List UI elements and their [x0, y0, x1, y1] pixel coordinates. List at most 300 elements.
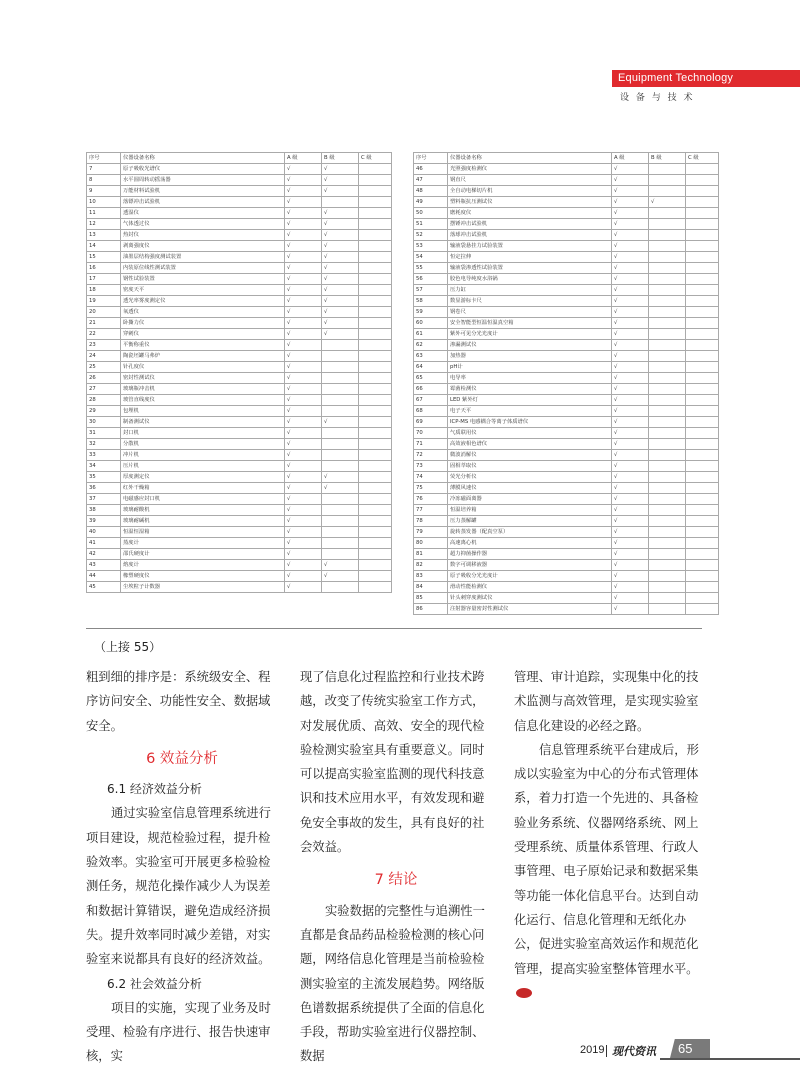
- table-row: [414, 439, 719, 450]
- table-cell: [649, 373, 686, 384]
- table-cell: 落球冲击试验机: [448, 230, 612, 241]
- table-cell: [322, 450, 359, 461]
- table-cell: 制备测试仪: [121, 417, 285, 428]
- table-cell: [686, 384, 719, 395]
- table-cell: [322, 373, 359, 384]
- table-row: [87, 318, 392, 329]
- table-cell: [359, 197, 392, 208]
- table-cell: 39: [87, 516, 121, 527]
- table-cell: 63: [414, 351, 448, 362]
- table-cell: [686, 461, 719, 472]
- table-cell: [686, 428, 719, 439]
- table-cell: √: [612, 439, 649, 450]
- table-cell: 紫外可见分光光度计: [448, 329, 612, 340]
- table-row: [87, 417, 392, 428]
- table-cell: [649, 384, 686, 395]
- table-cell: √: [612, 230, 649, 241]
- table-cell: √: [612, 516, 649, 527]
- table-cell: √: [285, 384, 322, 395]
- table-cell: [649, 230, 686, 241]
- table-cell: √: [322, 241, 359, 252]
- table-cell: 剥离强度仪: [121, 241, 285, 252]
- table-cell: 玻璃耐碱机: [121, 516, 285, 527]
- table-cell: 10: [87, 197, 121, 208]
- table-cell: [649, 274, 686, 285]
- table-cell: 摆锤冲击试验机: [448, 219, 612, 230]
- table-cell: [649, 604, 686, 615]
- footer-separator: [606, 1045, 607, 1057]
- table-cell: √: [285, 527, 322, 538]
- table-cell: [359, 263, 392, 274]
- table-cell: 蒸度计: [121, 538, 285, 549]
- table-cell: 光照强度检测仪: [448, 164, 612, 175]
- table-cell: 气质联用仪: [448, 428, 612, 439]
- table-row: [414, 571, 719, 582]
- table-cell: 旋转蒸发器（配真空泵）: [448, 527, 612, 538]
- table-cell: √: [285, 164, 322, 175]
- table-cell: 数字可调移液器: [448, 560, 612, 571]
- table-cell: 60: [414, 318, 448, 329]
- table-cell: 恒温恒湿箱: [121, 527, 285, 538]
- table-cell: [322, 527, 359, 538]
- table-cell: 50: [414, 208, 448, 219]
- table-cell: 36: [87, 483, 121, 494]
- table-header-row: [87, 153, 392, 164]
- table-cell: √: [612, 307, 649, 318]
- table-cell: 密封性测试仪: [121, 373, 285, 384]
- table-cell: 79: [414, 527, 448, 538]
- table-cell: [359, 252, 392, 263]
- table-cell: 61: [414, 329, 448, 340]
- table-cell: [649, 252, 686, 263]
- table-cell: [649, 263, 686, 274]
- table-cell: 固相萃取仪: [448, 461, 612, 472]
- table-cell: 77: [414, 505, 448, 516]
- table-cell: 薄膜风速仪: [448, 483, 612, 494]
- table-cell: √: [322, 329, 359, 340]
- table-cell: 76: [414, 494, 448, 505]
- table-row: [87, 560, 392, 571]
- equipment-table-right: [413, 152, 719, 615]
- table-cell: √: [612, 373, 649, 384]
- table-cell: 30: [87, 417, 121, 428]
- table-cell: 58: [414, 296, 448, 307]
- table-cell: 15: [87, 252, 121, 263]
- table-cell: √: [285, 285, 322, 296]
- table-cell: [359, 241, 392, 252]
- table-cell: [649, 164, 686, 175]
- header-cell: B 级: [322, 153, 359, 164]
- text-column-3: [514, 665, 706, 1005]
- table-cell: 霉菌检测仪: [448, 384, 612, 395]
- table-cell: [359, 406, 392, 417]
- table-row: [414, 494, 719, 505]
- table-cell: 透湿仪: [121, 208, 285, 219]
- table-cell: [359, 472, 392, 483]
- table-cell: √: [285, 263, 322, 274]
- table-cell: 81: [414, 549, 448, 560]
- table-cell: 13: [87, 230, 121, 241]
- table-cell: 邵氏硬度计: [121, 549, 285, 560]
- table-cell: [686, 516, 719, 527]
- table-cell: [322, 351, 359, 362]
- table-cell: [359, 285, 392, 296]
- table-cell: [359, 461, 392, 472]
- table-row: [414, 274, 719, 285]
- table-row: [87, 483, 392, 494]
- table-cell: 64: [414, 362, 448, 373]
- table-cell: [649, 175, 686, 186]
- table-cell: √: [322, 285, 359, 296]
- table-row: [87, 428, 392, 439]
- table-cell: 17: [87, 274, 121, 285]
- table-row: [87, 252, 392, 263]
- table-cell: [359, 450, 392, 461]
- table-row: [414, 516, 719, 527]
- table-cell: √: [612, 274, 649, 285]
- table-cell: [649, 538, 686, 549]
- table-cell: 46: [414, 164, 448, 175]
- table-cell: [686, 527, 719, 538]
- table-cell: [649, 285, 686, 296]
- table-row: [87, 285, 392, 296]
- header-cell: 序号: [414, 153, 448, 164]
- table-cell: 塑料瓶抗压测试仪: [448, 197, 612, 208]
- table-cell: √: [285, 472, 322, 483]
- table-cell: √: [322, 307, 359, 318]
- table-cell: 11: [87, 208, 121, 219]
- table-cell: √: [322, 472, 359, 483]
- table-cell: [686, 340, 719, 351]
- table-cell: √: [612, 384, 649, 395]
- table-cell: [649, 549, 686, 560]
- table-cell: 22: [87, 329, 121, 340]
- table-cell: √: [285, 494, 322, 505]
- table-cell: [359, 395, 392, 406]
- table-cell: 21: [87, 318, 121, 329]
- table-row: [414, 406, 719, 417]
- table-cell: [359, 439, 392, 450]
- header-cell: 仪器设备名称: [448, 153, 612, 164]
- table-cell: √: [612, 252, 649, 263]
- table-cell: [359, 208, 392, 219]
- table-cell: [359, 428, 392, 439]
- table-row: [414, 329, 719, 340]
- table-cell: 65: [414, 373, 448, 384]
- table-cell: 原子吸收光谱仪: [121, 164, 285, 175]
- table-cell: √: [612, 395, 649, 406]
- table-cell: 78: [414, 516, 448, 527]
- table-cell: √: [612, 175, 649, 186]
- table-cell: 玻璃瓶冲击机: [121, 384, 285, 395]
- table-cell: 44: [87, 571, 121, 582]
- table-cell: 万能材料试验机: [121, 186, 285, 197]
- table-cell: 49: [414, 197, 448, 208]
- table-row: [414, 560, 719, 571]
- table-cell: √: [285, 208, 322, 219]
- table-cell: [686, 307, 719, 318]
- table-cell: 渗漏测试仪: [448, 340, 612, 351]
- table-cell: [359, 219, 392, 230]
- table-row: [87, 296, 392, 307]
- table-cell: 82: [414, 560, 448, 571]
- table-cell: √: [285, 351, 322, 362]
- table-cell: 注射器容量密封性测试仪: [448, 604, 612, 615]
- table-cell: [359, 384, 392, 395]
- section-heading: 6 效益分析: [146, 750, 218, 767]
- table-cell: √: [612, 593, 649, 604]
- table-cell: √: [285, 483, 322, 494]
- table-cell: [322, 197, 359, 208]
- table-row: [87, 362, 392, 373]
- table-cell: 冷冻磁面离器: [448, 494, 612, 505]
- table-cell: 16: [87, 263, 121, 274]
- table-cell: [649, 560, 686, 571]
- table-row: [414, 351, 719, 362]
- header-cell: C 级: [359, 153, 392, 164]
- table-cell: [359, 362, 392, 373]
- table-cell: 45: [87, 582, 121, 593]
- table-cell: √: [612, 494, 649, 505]
- table-row: [87, 527, 392, 538]
- table-cell: √: [612, 351, 649, 362]
- table-cell: [686, 164, 719, 175]
- table-cell: 恒定拉伸: [448, 252, 612, 263]
- table-cell: 输液袋悬挂力试验装置: [448, 241, 612, 252]
- table-cell: 穿刺仪: [121, 329, 285, 340]
- table-cell: 输液袋渗透性试验装置: [448, 263, 612, 274]
- table-cell: 67: [414, 395, 448, 406]
- table-cell: 密度天平: [121, 285, 285, 296]
- table-cell: [649, 406, 686, 417]
- table-cell: [686, 252, 719, 263]
- table-row: [87, 230, 392, 241]
- table-cell: [686, 208, 719, 219]
- table-row: [414, 175, 719, 186]
- table-cell: 54: [414, 252, 448, 263]
- table-cell: √: [285, 318, 322, 329]
- table-cell: √: [612, 362, 649, 373]
- table-cell: [686, 197, 719, 208]
- table-cell: 针头刺穿度测试仪: [448, 593, 612, 604]
- table-cell: √: [612, 505, 649, 516]
- table-cell: 38: [87, 505, 121, 516]
- table-cell: √: [649, 197, 686, 208]
- table-cell: 66: [414, 384, 448, 395]
- table-cell: 23: [87, 340, 121, 351]
- table-cell: 氧透仪: [121, 307, 285, 318]
- end-mark-icon: [516, 988, 532, 998]
- header-cell: B 级: [649, 153, 686, 164]
- table-cell: [322, 516, 359, 527]
- table-cell: 74: [414, 472, 448, 483]
- table-row: [414, 296, 719, 307]
- table-cell: √: [285, 373, 322, 384]
- table-cell: [359, 318, 392, 329]
- table-cell: [686, 373, 719, 384]
- table-row: [414, 373, 719, 384]
- table-row: [414, 318, 719, 329]
- table-row: [414, 197, 719, 208]
- table-cell: [649, 450, 686, 461]
- table-cell: √: [322, 296, 359, 307]
- table-cell: √: [612, 241, 649, 252]
- table-cell: √: [285, 175, 322, 186]
- text-column-1: [86, 665, 278, 1069]
- table-cell: 25: [87, 362, 121, 373]
- table-cell: √: [612, 406, 649, 417]
- table-cell: √: [285, 296, 322, 307]
- table-cell: 封口机: [121, 428, 285, 439]
- section-title-en: Equipment Technology: [618, 72, 734, 84]
- table-cell: [322, 494, 359, 505]
- table-cell: 内装原位线性测试装置: [121, 263, 285, 274]
- table-cell: 分散机: [121, 439, 285, 450]
- table-cell: 32: [87, 439, 121, 450]
- table-cell: 80: [414, 538, 448, 549]
- table-row: [87, 219, 392, 230]
- header-cell: A 级: [612, 153, 649, 164]
- table-cell: [649, 483, 686, 494]
- table-cell: 31: [87, 428, 121, 439]
- table-cell: 钢直尺: [448, 175, 612, 186]
- table-cell: [649, 505, 686, 516]
- table-row: [87, 307, 392, 318]
- footer-year: 2019: [580, 1044, 605, 1056]
- table-cell: √: [285, 439, 322, 450]
- table-cell: 40: [87, 527, 121, 538]
- table-row: [87, 395, 392, 406]
- table-row: [87, 274, 392, 285]
- table-cell: 75: [414, 483, 448, 494]
- text-column-2: [300, 665, 492, 1069]
- table-cell: 恒温培养箱: [448, 505, 612, 516]
- table-cell: 52: [414, 230, 448, 241]
- table-cell: [649, 593, 686, 604]
- table-cell: [322, 582, 359, 593]
- table-cell: [649, 439, 686, 450]
- table-cell: 86: [414, 604, 448, 615]
- table-cell: 35: [87, 472, 121, 483]
- table-cell: √: [612, 296, 649, 307]
- section-title-cn: 设 备 与 技 术: [620, 93, 695, 103]
- table-cell: 59: [414, 307, 448, 318]
- table-cell: 气体透过仪: [121, 219, 285, 230]
- table-row: [87, 241, 392, 252]
- paragraph: 管理、审计追踪，实现集中化的技术监测与高效管理，是实现实验室信息化建设的必经之路。: [514, 670, 699, 733]
- table-cell: √: [612, 560, 649, 571]
- table-cell: 红外干燥箱: [121, 483, 285, 494]
- table-cell: 磨耗度仪: [448, 208, 612, 219]
- table-cell: [686, 263, 719, 274]
- table-row: [414, 252, 719, 263]
- table-cell: √: [612, 527, 649, 538]
- table-row: [414, 582, 719, 593]
- table-row: [87, 384, 392, 395]
- table-cell: [359, 538, 392, 549]
- table-cell: 53: [414, 241, 448, 252]
- table-cell: 42: [87, 549, 121, 560]
- table-cell: [649, 307, 686, 318]
- table-cell: pH计: [448, 362, 612, 373]
- table-cell: √: [612, 483, 649, 494]
- table-cell: 数显游标卡尺: [448, 296, 612, 307]
- table-cell: [322, 362, 359, 373]
- table-cell: 14: [87, 241, 121, 252]
- table-cell: √: [285, 307, 322, 318]
- table-row: [414, 219, 719, 230]
- table-cell: 冲片机: [121, 450, 285, 461]
- table-cell: √: [612, 329, 649, 340]
- table-row: [87, 340, 392, 351]
- paragraph: 通过实验室信息管理系统进行项目建设，规范检验过程，提升检验效率。实验室可开展更多检验检测任务，规范化操作减少人为误差和数据计算错误，避免造成经济损失。提升效率同时减少差错，对实验室来说都具有良好的经济效益。: [86, 806, 271, 967]
- table-cell: √: [322, 208, 359, 219]
- table-cell: [686, 219, 719, 230]
- divider: [86, 628, 702, 629]
- table-row: [414, 340, 719, 351]
- table-cell: 水平圆周转动摇荡器: [121, 175, 285, 186]
- table-cell: 26: [87, 373, 121, 384]
- table-cell: 9: [87, 186, 121, 197]
- table-cell: [322, 439, 359, 450]
- page-number: 65: [678, 1041, 693, 1056]
- table-cell: √: [285, 406, 322, 417]
- table-cell: [649, 351, 686, 362]
- table-cell: 针孔度仪: [121, 362, 285, 373]
- table-cell: [649, 571, 686, 582]
- table-cell: √: [285, 329, 322, 340]
- table-cell: 橡塑硬度仪: [121, 571, 285, 582]
- table-cell: √: [322, 318, 359, 329]
- table-cell: [686, 472, 719, 483]
- table-cell: [649, 472, 686, 483]
- table-cell: 超力抑菌操作器: [448, 549, 612, 560]
- table-cell: √: [612, 285, 649, 296]
- table-cell: [359, 230, 392, 241]
- table-cell: [686, 296, 719, 307]
- table-cell: √: [285, 538, 322, 549]
- table-cell: [359, 483, 392, 494]
- table-cell: [359, 307, 392, 318]
- table-cell: √: [285, 186, 322, 197]
- table-cell: [686, 395, 719, 406]
- table-cell: √: [285, 450, 322, 461]
- table-cell: √: [612, 340, 649, 351]
- table-row: [87, 373, 392, 384]
- table-cell: [322, 406, 359, 417]
- table-cell: 84: [414, 582, 448, 593]
- table-cell: [359, 527, 392, 538]
- footer-rule: [660, 1058, 800, 1060]
- table-cell: [686, 604, 719, 615]
- table-cell: [359, 417, 392, 428]
- table-cell: 62: [414, 340, 448, 351]
- table-cell: [649, 329, 686, 340]
- table-row: [414, 362, 719, 373]
- table-cell: √: [285, 252, 322, 263]
- paragraph: 信息管理系统平台建成后，形成以实验室为中心的分布式管理体系，着力打造一个先进的、具备检验业务系统、仪器网络系统、网上受理系统、质量体系管理、行政人事管理、电子原始记录和数据采集等功能一体化信息平台。达到自动化运行、信息化管理和无纸化办公，促进实验室高效运作和规范化管理，提高实验室整体管理水平。: [514, 738, 706, 1005]
- table-cell: 陶瓷坯罐马弗炉: [121, 351, 285, 362]
- table-cell: 48: [414, 186, 448, 197]
- table-row: [87, 472, 392, 483]
- table-row: [414, 164, 719, 175]
- table-cell: 高效液相色谱仪: [448, 439, 612, 450]
- table-cell: 荧光分析仪: [448, 472, 612, 483]
- table-header-row: [414, 153, 719, 164]
- table-cell: [649, 395, 686, 406]
- table-cell: 原子吸收分光光度计: [448, 571, 612, 582]
- table-cell: [359, 582, 392, 593]
